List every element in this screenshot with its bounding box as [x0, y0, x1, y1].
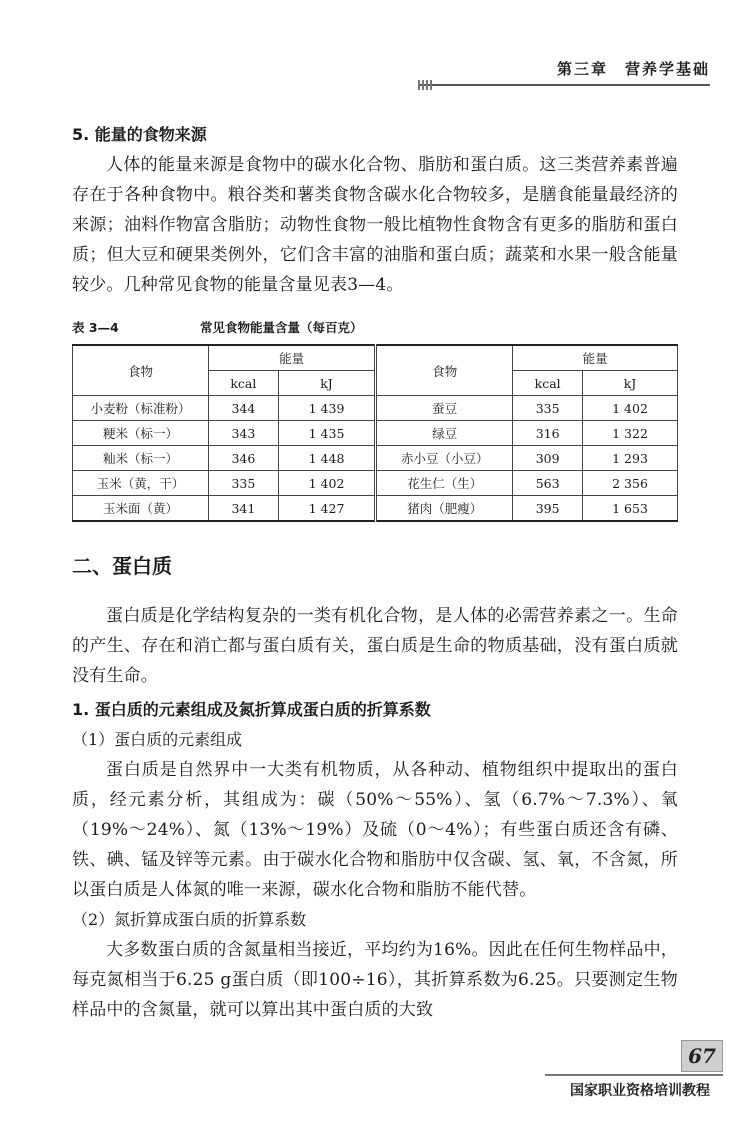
food-name: 蚕豆 [376, 396, 513, 421]
subsection-1b-heading: （2）氮折算成蛋白质的折算系数 [72, 910, 307, 929]
header-food-left: 食物 [73, 345, 209, 396]
food-name: 赤小豆（小豆） [376, 446, 513, 471]
kj-value: 1 653 [583, 496, 678, 522]
kj-value: 1 427 [278, 496, 376, 522]
food-name: 猪肉（肥瘦） [376, 496, 513, 522]
kj-value: 1 448 [278, 446, 376, 471]
kj-value: 1 293 [583, 446, 678, 471]
food-name: 花生仁（生） [376, 471, 513, 496]
header-kj-right: kJ [583, 371, 678, 396]
subsection-1-heading: 1. 蛋白质的元素组成及氮折算成蛋白质的折算系数 [72, 700, 431, 719]
kcal-value: 335 [513, 396, 583, 421]
subsection-1b-paragraph: 大多数蛋白质的含氮量相当接近，平均约为16%。因此在任何生物样品中，每克氮相当于6.25 g蛋白质（即100÷16），其折算系数为6.25。只要测定生物样品中的含氮量，就可以算出其中蛋白质的大致 [72, 940, 678, 1020]
protein-intro-paragraph: 蛋白质是化学结构复杂的一类有机化合物，是人体的必需营养素之一。生命的产生、存在和消亡都与蛋白质有关，蛋白质是生命的物质基础，没有蛋白质就没有生命。 [72, 606, 678, 686]
kj-value: 1 402 [583, 396, 678, 421]
page-number-badge: 67 [681, 1040, 723, 1072]
table-row [73, 446, 678, 471]
kcal-value: 343 [209, 421, 279, 446]
kj-value: 1 322 [583, 421, 678, 446]
kj-value: 1 439 [278, 396, 376, 421]
header-energy-left: 能量 [209, 345, 376, 371]
header-kcal-left: kcal [209, 371, 279, 396]
header-rule [418, 84, 710, 86]
section-5-heading: 5. 能量的食物来源 [72, 125, 207, 144]
food-name: 粳米（标一） [73, 421, 209, 446]
table-row [73, 421, 678, 446]
table-row [73, 396, 678, 421]
table-row [73, 496, 678, 522]
header-kcal-right: kcal [513, 371, 583, 396]
subsection-1a-heading: （1）蛋白质的元素组成 [72, 730, 243, 749]
kcal-value: 341 [209, 496, 279, 522]
kj-value: 2 356 [583, 471, 678, 496]
kcal-value: 335 [209, 471, 279, 496]
food-name: 小麦粉（标准粉） [73, 396, 209, 421]
header-food-right: 食物 [376, 345, 513, 396]
kcal-value: 563 [513, 471, 583, 496]
kj-value: 1 435 [278, 421, 376, 446]
header-rule-ornament [418, 80, 432, 90]
table-title: 常见食物能量含量（每百克） [200, 320, 363, 335]
subsection-1a-paragraph: 蛋白质是自然界中一大类有机物质，从各种动、植物组织中提取出的蛋白质，经元素分析，其组成为：碳（50%～55%）、氢（6.7%～7.3%）、氧（19%～24%）、氮（13%～19%）及硫（0～4%）；有些蛋白质还含有磷、铁、碘、锰及锌等元素。由于碳水化合物和脂肪中仅含碳、氢、氧，不含氮，所以蛋白质是人体氮的唯一来源，碳水化合物和脂肪不能代替。 [72, 760, 678, 900]
footer-rule [545, 1074, 723, 1076]
kcal-value: 395 [513, 496, 583, 522]
series-title: 国家职业资格培训教程 [570, 1083, 710, 1099]
kcal-value: 316 [513, 421, 583, 446]
table-row [73, 471, 678, 496]
food-name: 绿豆 [376, 421, 513, 446]
food-name: 籼米（标一） [73, 446, 209, 471]
section-5-paragraph: 人体的能量来源是食物中的碳水化合物、脂肪和蛋白质。这三类营养素普遍存在于各种食物中。粮谷类和薯类食物含碳水化合物较多，是膳食能量最经济的来源；油料作物富含脂肪；动物性食物一般比植物性食物含有更多的脂肪和蛋白质；但大豆和硬果类例外，它们含丰富的油脂和蛋白质；蔬菜和水果一般含能量较少。几种常见食物的能量含量见表3—4。 [72, 155, 678, 295]
table-header-row [73, 345, 678, 371]
food-energy-table [72, 344, 678, 522]
running-header: 第三章 营养学基础 [556, 60, 710, 78]
header-energy-right: 能量 [513, 345, 678, 371]
food-name: 玉米（黄，干） [73, 471, 209, 496]
kj-value: 1 402 [278, 471, 376, 496]
table-number: 表 3—4 [72, 320, 119, 335]
header-kj-left: kJ [278, 371, 376, 396]
section-heading-protein: 二、蛋白质 [72, 554, 172, 578]
kcal-value: 346 [209, 446, 279, 471]
kcal-value: 309 [513, 446, 583, 471]
kcal-value: 344 [209, 396, 279, 421]
food-name: 玉米面（黄） [73, 496, 209, 522]
page-content [72, 124, 678, 1025]
table-caption [72, 314, 678, 340]
